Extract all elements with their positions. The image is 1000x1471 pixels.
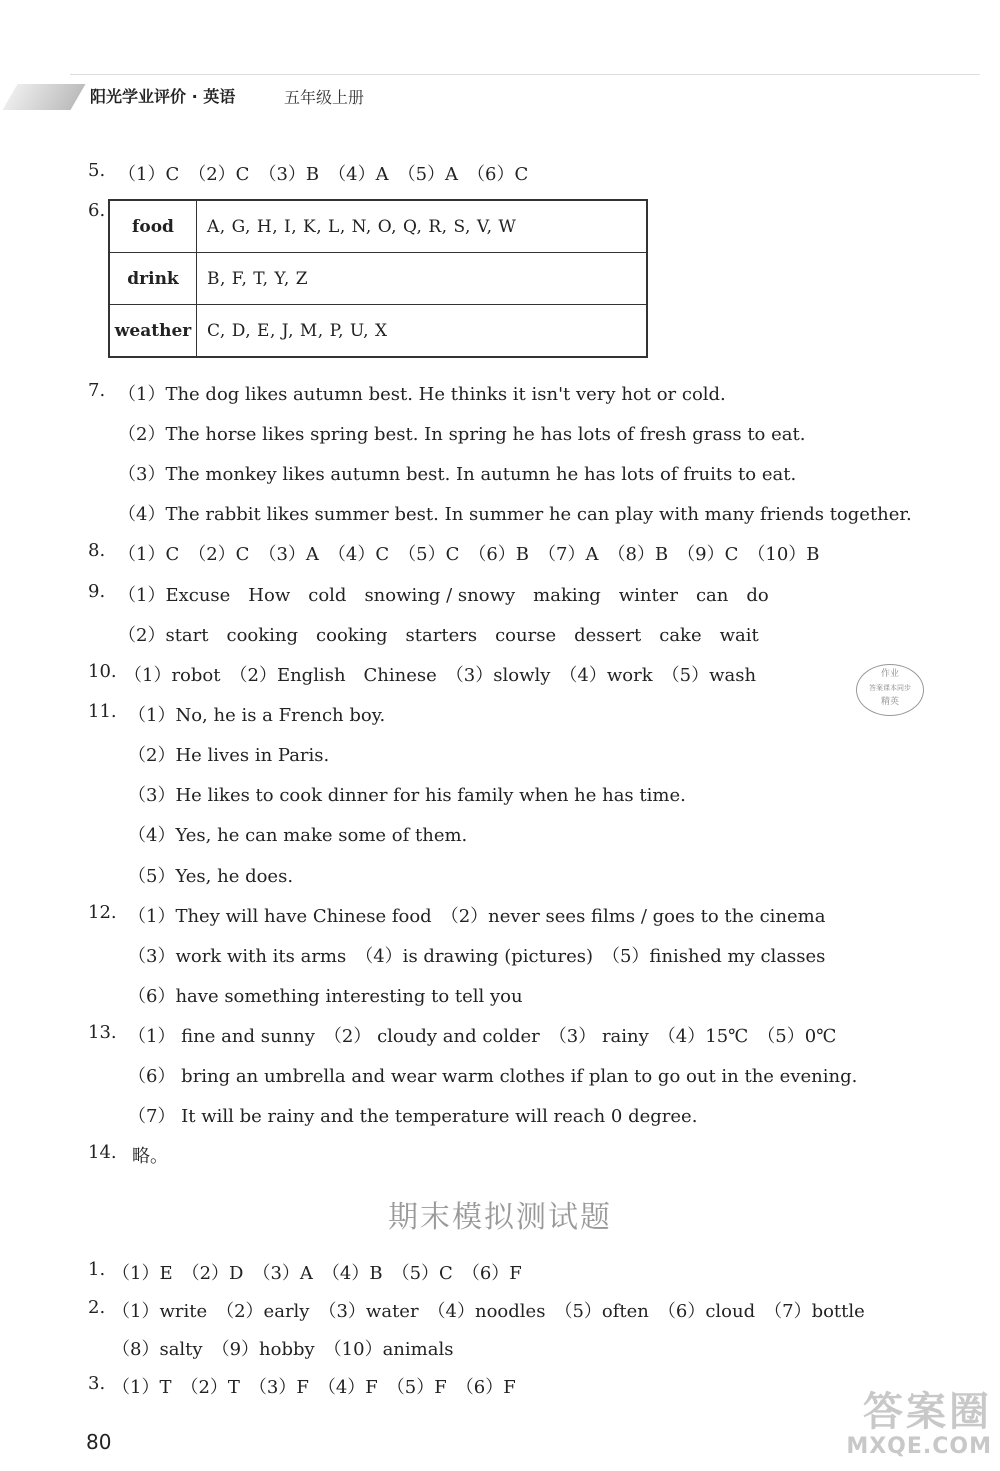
answer-line: （6）have something interesting to tell you (128, 986, 523, 1007)
table-values: B, F, T, Y, Z (197, 253, 648, 305)
grade-label: 五年级上册 (284, 88, 365, 107)
header-decoration (2, 84, 85, 110)
page-number: 80 (86, 1430, 112, 1454)
answer-line: （6） bring an umbrella and wear warm clothes if plan to go out in the evening. (128, 1066, 858, 1087)
table-row (109, 305, 647, 358)
question-number: 6. (88, 200, 106, 221)
answer-line: 略。 (132, 1146, 168, 1167)
answer-line: （4）The rabbit likes summer best. In summer he can play with many friends together. (118, 504, 912, 525)
question-number: 8. (88, 540, 106, 561)
watermark-url: MXQE.COM (846, 1434, 992, 1459)
answer-line: （3）work with its arms （4）is drawing (pictures) （5）finished my classes (128, 946, 826, 967)
answer-line: （1）robot （2）English Chinese （3）slowly （4）work （5）wash (124, 665, 757, 686)
answer-table (108, 199, 648, 358)
question-number: 10. (88, 661, 117, 682)
question-number: 11. (88, 701, 117, 722)
stamp-text: 答案课本同步 (869, 684, 911, 692)
stamp (856, 664, 924, 716)
answer-line: （1）C （2）C （3）B （4）A （5）A （6）C (118, 164, 529, 185)
answer-line: （2）start cooking cooking starters course dessert cake wait (118, 625, 759, 646)
answer-line: （3）The monkey likes autumn best. In autumn he has lots of fruits to eat. (118, 464, 797, 485)
answer-line: （1）write （2）early （3）water （4）noodles （5）often （6）cloud （7）bottle (112, 1301, 865, 1322)
table-values: C, D, E, J, M, P, U, X (197, 305, 648, 358)
question-number: 7. (88, 380, 106, 401)
answer-line: （2）The horse likes spring best. In spring he has lots of fresh grass to eat. (118, 424, 806, 445)
section-title: 期末模拟测试题 (388, 1200, 612, 1235)
question-number: 5. (88, 160, 106, 181)
answer-line: （1）C （2）C （3）A （4）C （5）C （6）B （7）A （8）B （9）C （10）B (118, 544, 820, 565)
stamp-text: 精英 (880, 697, 899, 707)
question-number: 12. (88, 902, 117, 923)
answer-line: （4）Yes, he can make some of them. (128, 825, 468, 846)
answer-line: （1）The dog likes autumn best. He thinks it isn't very hot or cold. (118, 384, 726, 405)
table-category: weather (109, 305, 197, 358)
answer-line: （1）E （2）D （3）A （4）B （5）C （6）F (112, 1263, 522, 1284)
answer-line: （2）He lives in Paris. (128, 745, 330, 766)
answer-line: （3）He likes to cook dinner for his family when he has time. (128, 785, 686, 806)
header-rule (70, 74, 980, 75)
question-number: 13. (88, 1022, 117, 1043)
answer-line: （8）salty （9）hobby （10）animals (112, 1339, 454, 1360)
book-title: 阳光学业评价 · 英语 (90, 87, 236, 106)
watermark-logo: 答案圈 (863, 1389, 992, 1435)
answer-line: （1） fine and sunny （2） cloudy and colder （3） rainy （4）15℃ （5）0℃ (128, 1026, 837, 1047)
table-values: A, G, H, I, K, L, N, O, Q, R, S, V, W (197, 200, 648, 253)
question-number: 3. (88, 1373, 106, 1394)
table-category: drink (109, 253, 197, 305)
answer-line: （5）Yes, he does. (128, 866, 294, 887)
table-row (109, 253, 647, 305)
question-number: 14. (88, 1142, 117, 1163)
answer-line: （7） It will be rainy and the temperature will reach 0 degree. (128, 1106, 698, 1127)
table-category: food (109, 200, 197, 253)
table-row (109, 200, 647, 253)
answer-line: （1）They will have Chinese food （2）never sees films / goes to the cinema (128, 906, 826, 927)
answer-line: （1）No, he is a French boy. (128, 705, 386, 726)
answer-line: （1）Excuse How cold snowing / snowy making winter can do (118, 585, 769, 606)
answer-line: （1）T （2）T （3）F （4）F （5）F （6）F (112, 1377, 516, 1398)
question-number: 9. (88, 581, 106, 602)
question-number: 2. (88, 1297, 106, 1318)
question-number: 1. (88, 1259, 106, 1280)
watermark (792, 1390, 992, 1470)
stamp-text: 作业 (880, 669, 899, 679)
